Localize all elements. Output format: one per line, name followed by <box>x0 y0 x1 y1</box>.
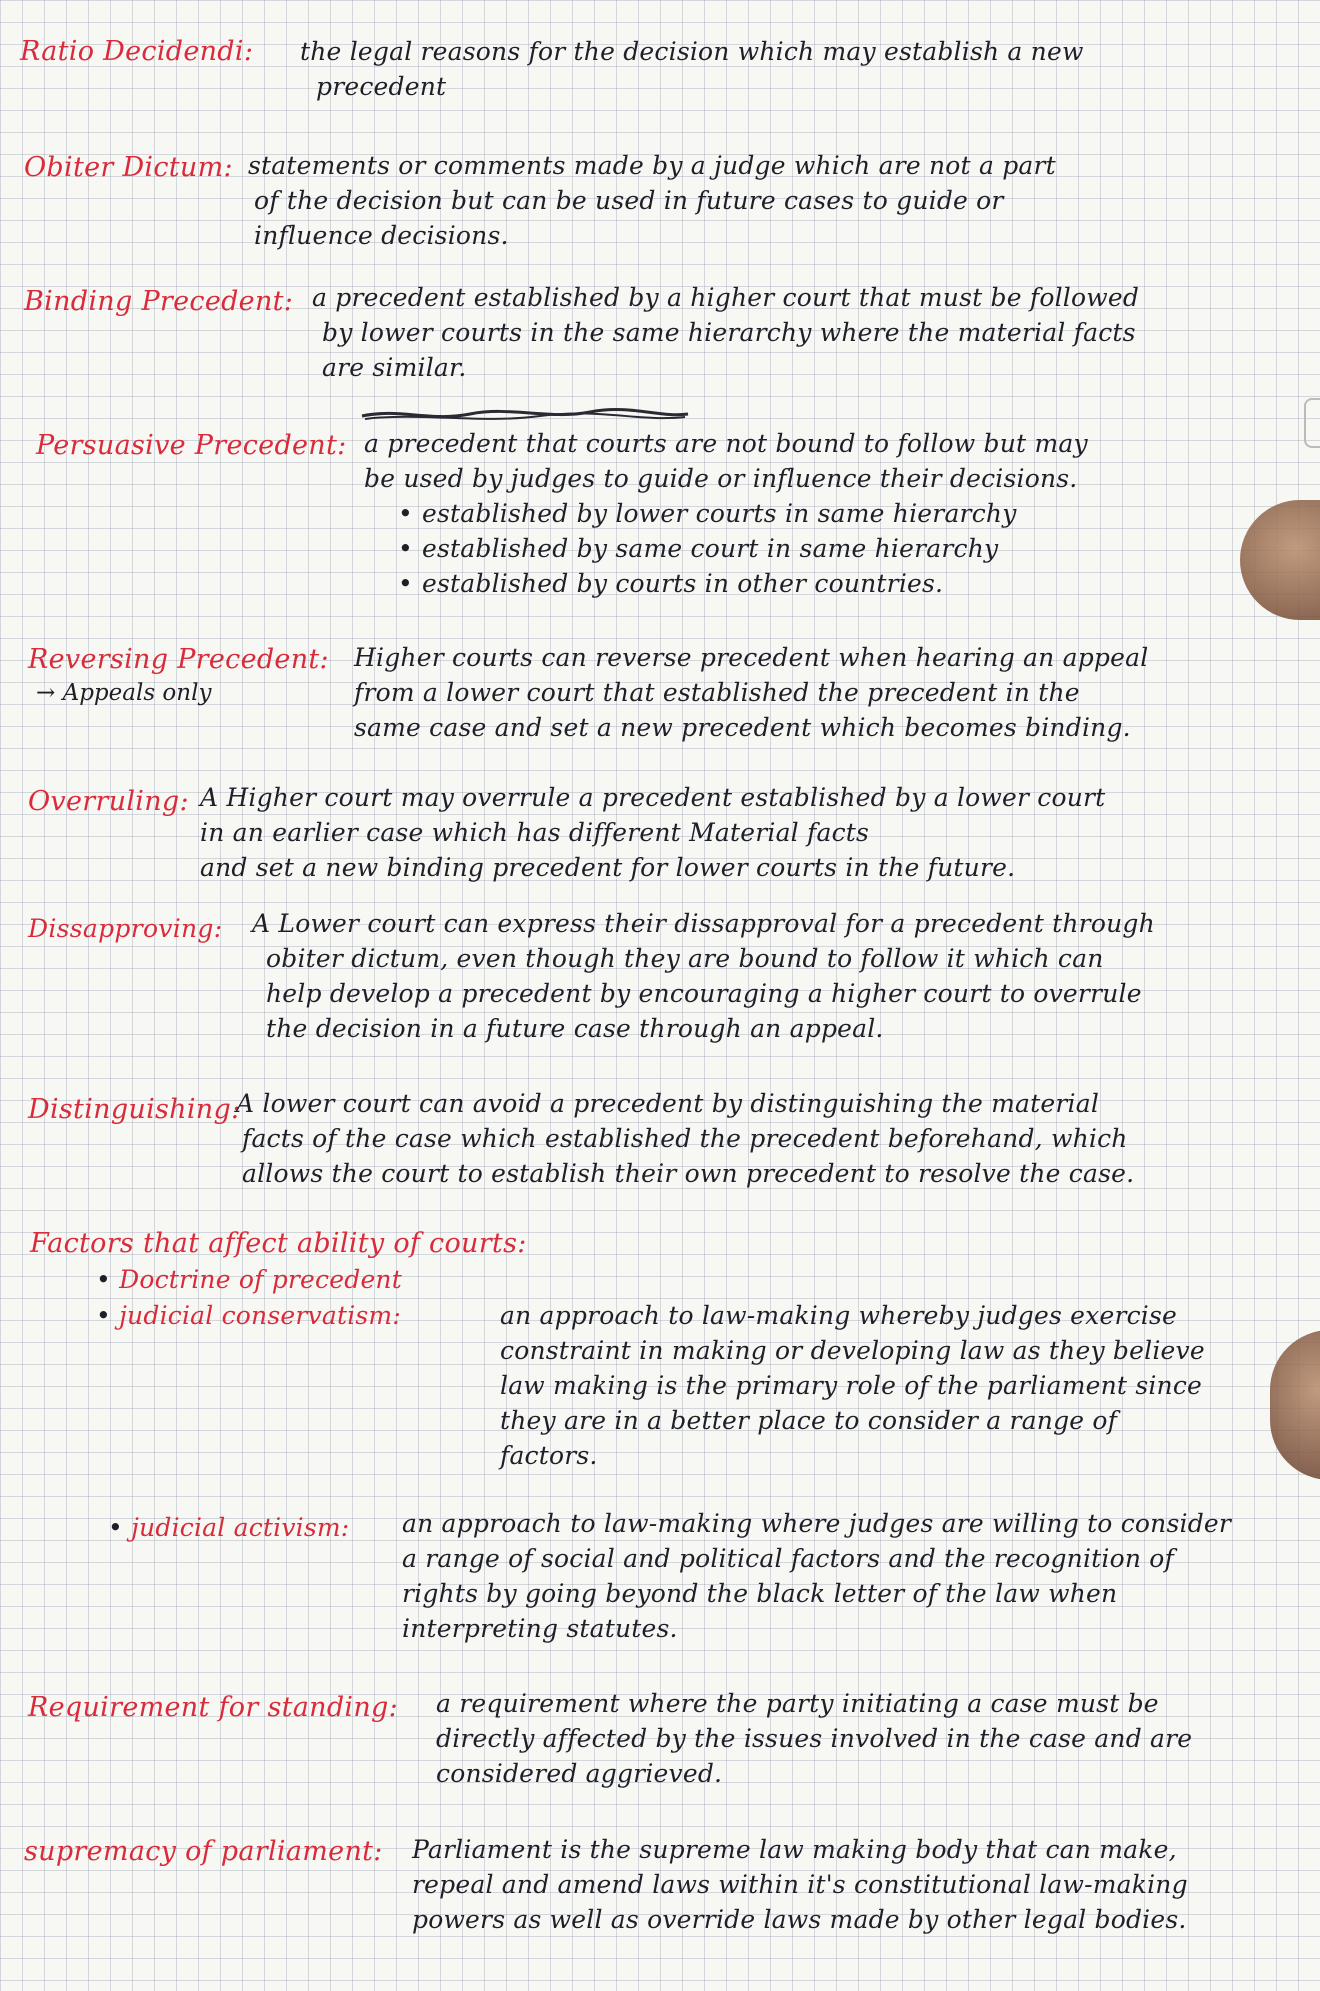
definition-line: factors. <box>500 1441 598 1470</box>
definition-binding-precedent <box>312 280 1297 385</box>
factor-judicial-conservatism: • judicial conservatism: <box>96 1301 401 1330</box>
term-dissapproving: Dissapproving: <box>28 914 223 943</box>
definition-line: a precedent established by a higher court that must be followed <box>312 283 1140 312</box>
factor-doctrine-of-precedent: • Doctrine of precedent <box>96 1265 402 1294</box>
definition-line: influence decisions. <box>254 221 509 250</box>
term-requirement-for-standing: Requirement for standing: <box>28 1692 399 1723</box>
term-overruling: Overruling: <box>28 786 189 817</box>
definition-line: same case and set a new precedent which becomes binding. <box>354 713 1131 742</box>
definition-distinguishing <box>236 1086 1286 1191</box>
definition-dissapproving <box>252 906 1282 1046</box>
term-distinguishing: Distinguishing: <box>28 1094 241 1125</box>
definition-line: A Lower court can express their dissapproval for a precedent through <box>252 909 1155 938</box>
list-item: • established by same court in same hierarchy <box>394 531 1244 566</box>
factor-judicial-activism: • judicial activism: <box>108 1513 350 1542</box>
definition-line: they are in a better place to consider a range of <box>500 1406 1118 1435</box>
definition-line: a requirement where the party initiating a case must be <box>436 1689 1159 1718</box>
definition-line: a precedent that courts are not bound to follow but may <box>364 429 1088 458</box>
definition-line: considered aggrieved. <box>436 1759 723 1788</box>
definition-supremacy-of-parliament <box>412 1832 1282 1937</box>
definition-line: a range of social and political factors and the recognition of <box>402 1544 1174 1573</box>
term-obiter-dictum: Obiter Dictum: <box>24 152 233 183</box>
finger-shadow <box>1240 500 1320 620</box>
definition-line: facts of the case which established the precedent beforehand, which <box>242 1124 1128 1153</box>
definition-judicial-conservatism <box>500 1298 1260 1473</box>
definition-line: the decision in a future case through an appeal. <box>266 1014 884 1043</box>
definition-line: repeal and amend laws within it's constitutional law-making <box>412 1870 1188 1899</box>
factor-label: judicial activism: <box>131 1513 350 1542</box>
definition-line: by lower courts in the same hierarchy where the material facts <box>322 318 1136 347</box>
definition-line: an approach to law-making whereby judges exercise <box>500 1301 1178 1330</box>
subnote-appeals-only: → Appeals only <box>36 680 212 706</box>
definition-line: precedent <box>316 72 447 101</box>
definition-line: A lower court can avoid a precedent by distinguishing the material <box>236 1089 1100 1118</box>
factors-heading: Factors that affect ability of courts: <box>30 1228 527 1259</box>
definition-line: constraint in making or developing law as they believe <box>500 1336 1205 1365</box>
definition-line: are similar. <box>322 353 467 382</box>
definition-line: from a lower court that established the precedent in the <box>354 678 1080 707</box>
term-supremacy-of-parliament: supremacy of parliament: <box>24 1836 383 1867</box>
definition-line: and set a new binding precedent for lower courts in the future. <box>200 853 1016 882</box>
definition-line: Higher courts can reverse precedent when hearing an appeal <box>354 643 1149 672</box>
definition-line: law making is the primary role of the parliament since <box>500 1371 1203 1400</box>
crossed-out-text <box>360 404 690 426</box>
definition-line: be used by judges to guide or influence their decisions. <box>364 464 1078 493</box>
factor-label: judicial conservatism: <box>119 1301 401 1330</box>
persuasive-bullet-list <box>394 496 1244 601</box>
definition-line: interpreting statutes. <box>402 1614 678 1643</box>
definition-line: statements or comments made by a judge which are not a part <box>248 151 1056 180</box>
factor-label: Doctrine of precedent <box>119 1265 402 1294</box>
definition-requirement-for-standing <box>436 1686 1276 1791</box>
definition-line: directly affected by the issues involved in the case and are <box>436 1724 1193 1753</box>
definition-obiter-dictum <box>248 148 1278 253</box>
term-binding-precedent: Binding Precedent: <box>24 286 294 317</box>
definition-ratio-decidendi <box>300 34 1280 104</box>
definition-reversing-precedent <box>354 640 1254 745</box>
definition-line: in an earlier case which has different Material facts <box>200 818 870 847</box>
page-tab-marker <box>1304 398 1320 448</box>
term-persuasive-precedent: Persuasive Precedent: <box>36 430 347 461</box>
definition-judicial-activism <box>402 1506 1282 1646</box>
definition-line: A Higher court may overrule a precedent established by a lower court <box>200 783 1106 812</box>
definition-line: an approach to law-making where judges are willing to consider <box>402 1509 1232 1538</box>
definition-line: allows the court to establish their own precedent to resolve the case. <box>242 1159 1135 1188</box>
definition-line: obiter dictum, even though they are bound to follow it which can <box>266 944 1104 973</box>
list-item: • established by lower courts in same hierarchy <box>394 496 1244 531</box>
list-item: • established by courts in other countries. <box>394 566 1244 601</box>
definition-line: Parliament is the supreme law making body that can make, <box>412 1835 1177 1864</box>
definition-line: of the decision but can be used in future cases to guide or <box>254 186 1004 215</box>
definition-line: powers as well as override laws made by other legal bodies. <box>412 1905 1187 1934</box>
definition-overruling <box>200 780 1280 885</box>
definition-line: help develop a precedent by encouraging a higher court to overrule <box>266 979 1142 1008</box>
definition-line: rights by going beyond the black letter of the law when <box>402 1579 1118 1608</box>
finger-shadow <box>1270 1330 1320 1480</box>
term-reversing-precedent: Reversing Precedent: <box>28 644 329 675</box>
term-ratio-decidendi: Ratio Decidendi: <box>20 36 254 67</box>
definition-line: the legal reasons for the decision which may establish a new <box>300 37 1084 66</box>
definition-persuasive-precedent <box>364 426 1244 601</box>
